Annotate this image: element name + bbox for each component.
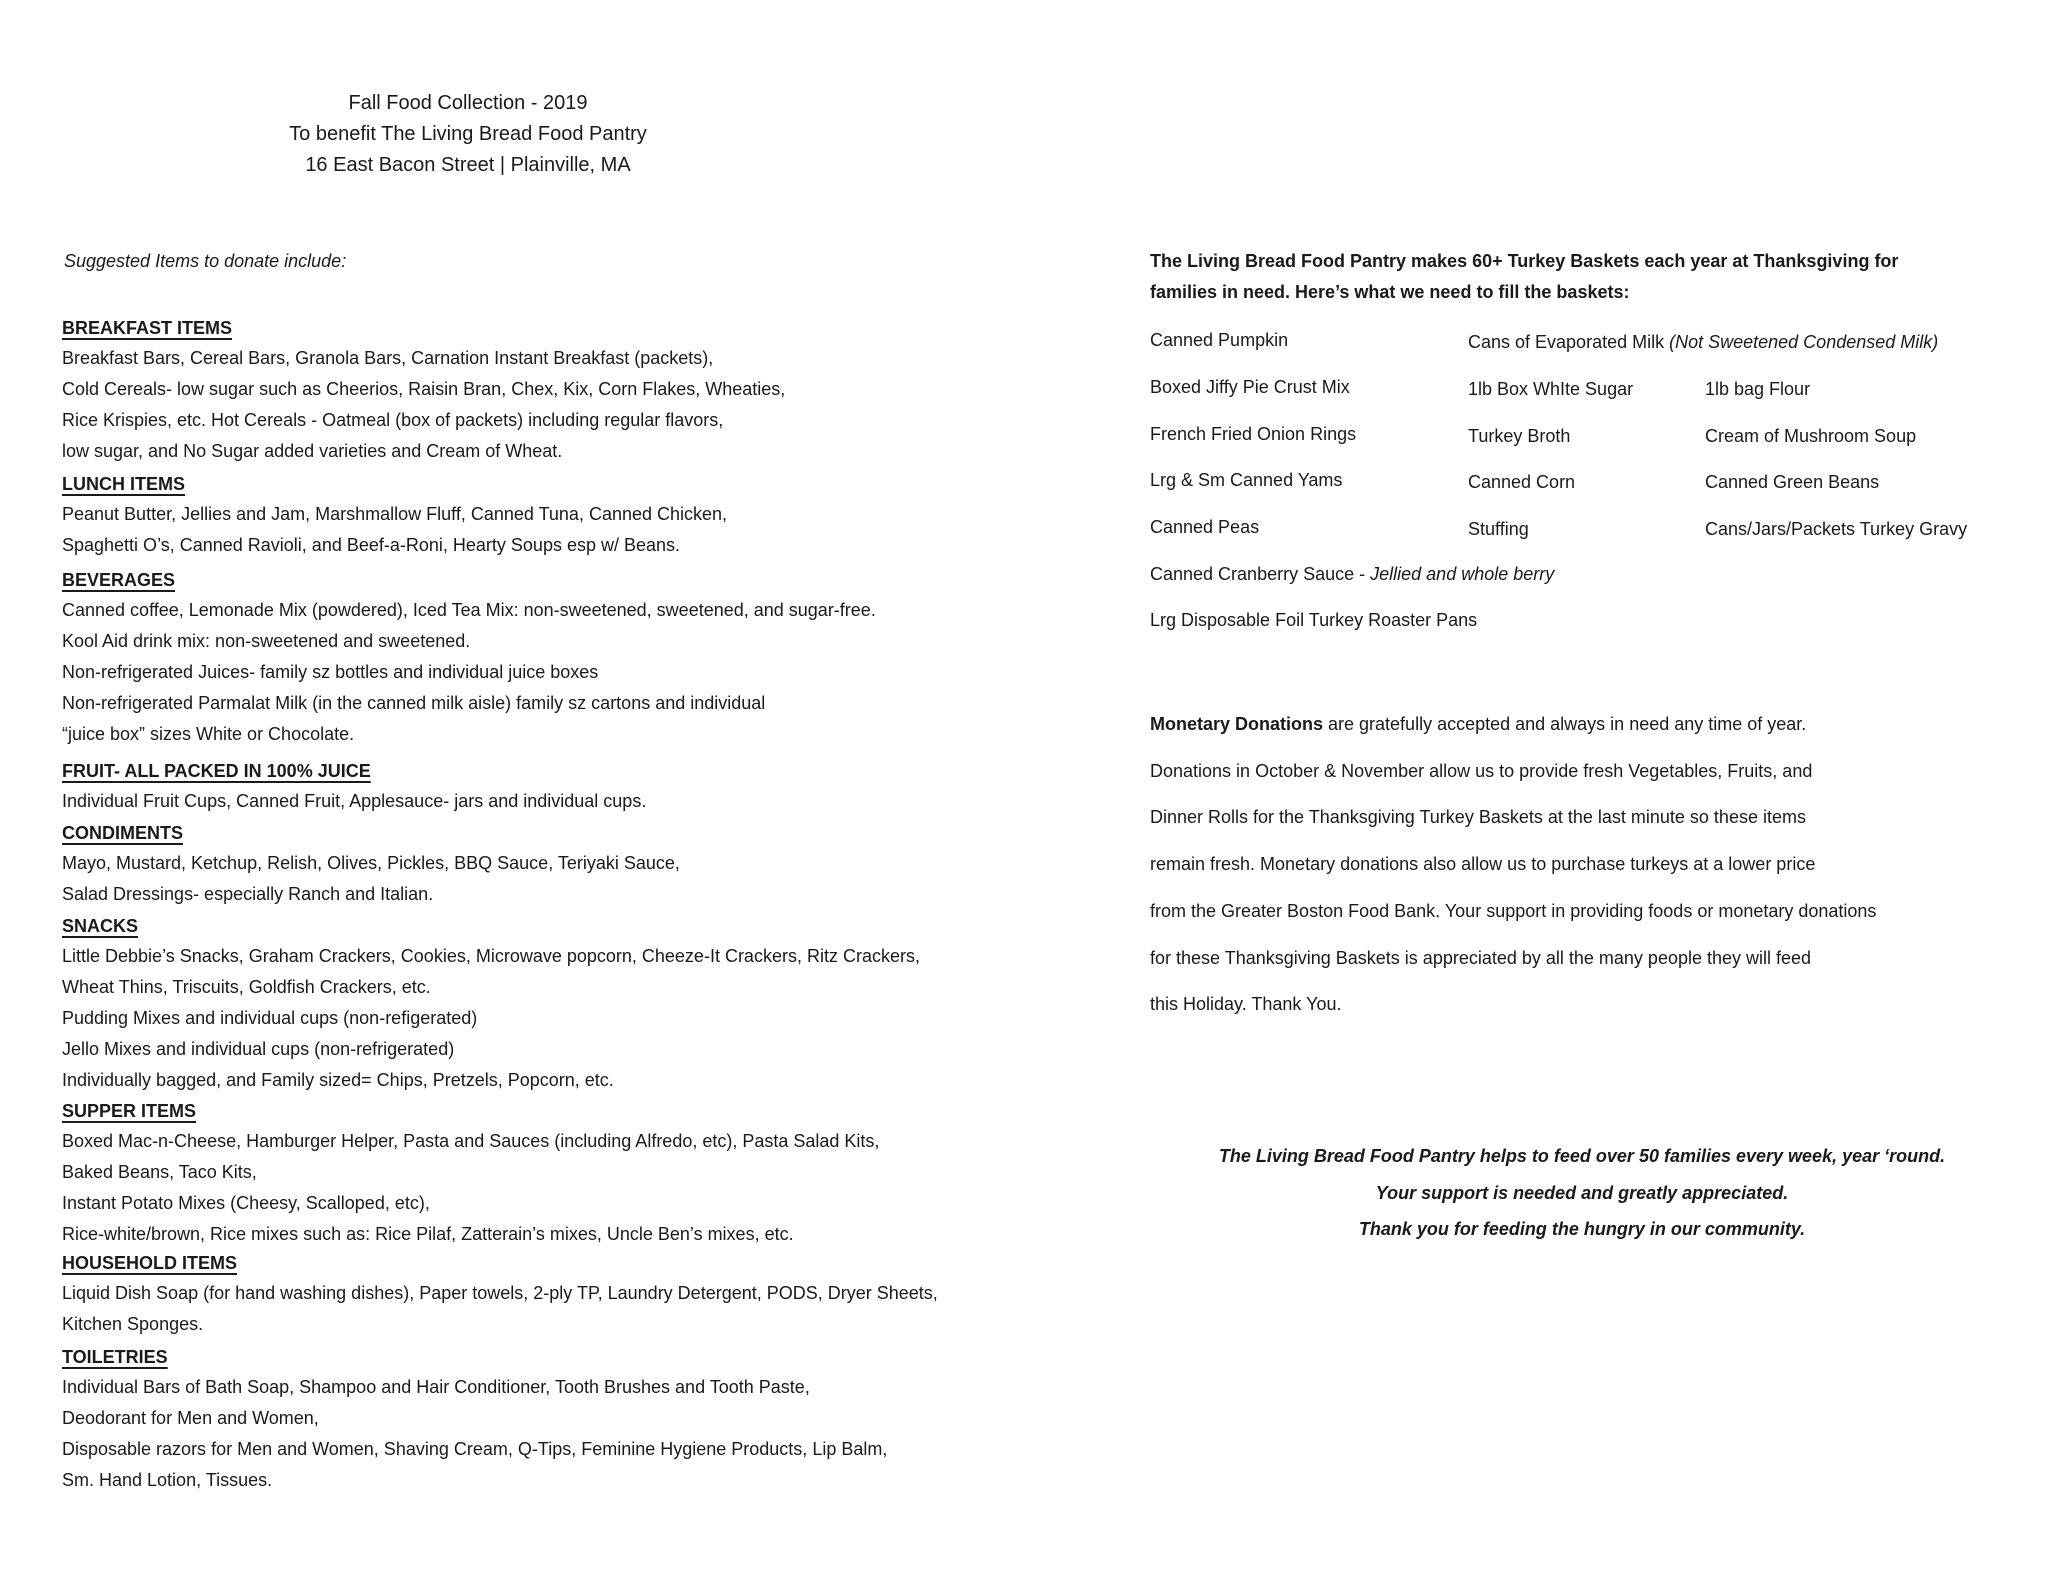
closing-line: Thank you for feeding the hungry in our community. (1358, 1219, 1806, 1239)
section-title: LUNCH ITEMS (62, 474, 185, 494)
section-line: Wheat Thins, Triscuits, Goldfish Crackers, etc. (62, 977, 431, 997)
header-title: Fall Food Collection - 2019 (348, 92, 588, 114)
basket-item: Canned Green Beans (1705, 472, 1880, 492)
section-line: Individual Fruit Cups, Canned Fruit, Applesauce- jars and individual cups. (62, 791, 647, 811)
basket-item: Lrg & Sm Canned Yams (1150, 470, 1343, 490)
monetary-line: this Holiday. Thank You. (1150, 994, 1342, 1015)
suggested-items-intro: Suggested Items to donate include: (64, 251, 347, 271)
section-line: Individually bagged, and Family sized= Chips, Pretzels, Popcorn, etc. (62, 1070, 614, 1090)
section-line: “juice box” sizes White or Chocolate. (62, 724, 355, 744)
section-line: low sugar, and No Sugar added varieties and Cream of Wheat. (62, 441, 563, 461)
section-title: SUPPER ITEMS (62, 1101, 197, 1121)
section-title: CONDIMENTS (62, 823, 183, 843)
basket-intro (1150, 246, 2000, 308)
section-line: Kool Aid drink mix: non-sweetened and sweetened. (62, 631, 471, 651)
basket-item: Cream of Mushroom Soup (1705, 426, 1917, 446)
section-snacks (62, 912, 920, 1096)
section-line: Non-refrigerated Juices- family sz bottles and individual juice boxes (62, 662, 599, 682)
basket-intro-line: The Living Bread Food Pantry makes 60+ Turkey Baskets each year at Thanksgiving for (1150, 251, 1899, 271)
section-condiments (62, 819, 680, 910)
monetary-line: Donations in October & November allow us to provide fresh Vegetables, Fruits, and (1150, 760, 1813, 781)
section-line: Spaghetti O’s, Canned Ravioli, and Beef-a-Roni, Hearty Soups esp w/ Beans. (62, 535, 681, 555)
section-line: Disposable razors for Men and Women, Shaving Cream, Q-Tips, Feminine Hygiene Products, Lip Balm, (62, 1439, 888, 1459)
section-line: Individual Bars of Bath Soap, Shampoo and Hair Conditioner, Tooth Brushes and Tooth Paste, (62, 1377, 810, 1397)
document-header (258, 88, 678, 181)
section-line: Mayo, Mustard, Ketchup, Relish, Olives, Pickles, BBQ Sauce, Teriyaki Sauce, (62, 853, 680, 873)
basket-item: Canned Peas (1150, 517, 1260, 537)
section-line: Liquid Dish Soap (for hand washing dishes), Paper towels, 2-ply TP, Laundry Detergent, PODS, Dryer Sheets, (62, 1283, 938, 1303)
section-breakfast (62, 314, 785, 467)
basket-item: French Fried Onion Rings (1150, 424, 1357, 444)
basket-item: Turkey Broth (1468, 426, 1571, 446)
section-title: TOILETRIES (62, 1347, 168, 1367)
section-title: HOUSEHOLD ITEMS (62, 1253, 238, 1273)
basket-item: Stuffing (1468, 519, 1529, 539)
section-line: Non-refrigerated Parmalat Milk (in the canned milk aisle) family sz cartons and individual (62, 693, 766, 713)
section-line: Deodorant for Men and Women, (62, 1408, 319, 1428)
monetary-donations-paragraph (1150, 701, 2020, 1028)
section-title: BEVERAGES (62, 570, 176, 590)
section-beverages (62, 566, 876, 750)
section-line: Sm. Hand Lotion, Tissues. (62, 1470, 273, 1490)
closing-message (1150, 1138, 2014, 1248)
section-toiletries (62, 1343, 887, 1496)
section-supper (62, 1097, 879, 1250)
section-line: Salad Dressings- especially Ranch and Italian. (62, 884, 434, 904)
header-address: 16 East Bacon Street | Plainville, MA (305, 154, 631, 176)
section-line: Baked Beans, Taco Kits, (62, 1162, 257, 1182)
monetary-line: from the Greater Boston Food Bank. Your support in providing foods or monetary donations (1150, 900, 1877, 921)
basket-item: 1lb Box WhIte Sugar (1468, 379, 1634, 399)
section-line: Boxed Mac-n-Cheese, Hamburger Helper, Pasta and Sauces (including Alfredo, etc), Pasta Salad Kits, (62, 1131, 880, 1151)
section-line: Kitchen Sponges. (62, 1314, 204, 1334)
monetary-line: Dinner Rolls for the Thanksgiving Turkey Baskets at the last minute so these items (1150, 807, 1806, 828)
basket-item: Cans/Jars/Packets Turkey Gravy (1705, 519, 1968, 539)
section-line: Breakfast Bars, Cereal Bars, Granola Bars, Carnation Instant Breakfast (packets), (62, 348, 714, 368)
section-line: Pudding Mixes and individual cups (non-refigerated) (62, 1008, 478, 1028)
closing-line: Your support is needed and greatly appreciated. (1375, 1182, 1789, 1203)
header-subtitle: To benefit The Living Bread Food Pantry (289, 123, 647, 145)
closing-line: The Living Bread Food Pantry helps to feed over 50 families every week, year ‘round. (1218, 1146, 1946, 1166)
section-line: Peanut Butter, Jellies and Jam, Marshmallow Fluff, Canned Tuna, Canned Chicken, (62, 504, 728, 524)
section-fruit (62, 757, 646, 817)
basket-item: Canned Pumpkin (1150, 330, 1289, 350)
section-title: BREAKFAST ITEMS (62, 318, 233, 338)
monetary-line: for these Thanksgiving Baskets is appreciated by all the many people they will feed (1150, 947, 1812, 968)
section-line: Canned coffee, Lemonade Mix (powdered), Iced Tea Mix: non-sweetened, sweetened, and sugar-free. (62, 600, 876, 620)
section-title: FRUIT- ALL PACKED IN 100% JUICE (62, 761, 371, 781)
section-line: Little Debbie’s Snacks, Graham Crackers, Cookies, Microwave popcorn, Cheeze-It Crackers, Ritz Crackers, (62, 946, 920, 966)
section-line: Cold Cereals- low sugar such as Cheerios, Raisin Bran, Chex, Kix, Corn Flakes, Wheaties, (62, 379, 786, 399)
section-household (62, 1249, 938, 1340)
section-lunch (62, 470, 727, 561)
section-title: SNACKS (62, 916, 139, 936)
basket-item-note: (Not Sweetened Condensed Milk) (1669, 332, 1939, 352)
basket-item: Boxed Jiffy Pie Crust Mix (1150, 377, 1350, 397)
monetary-line: Monetary Donations are gratefully accepted and always in need any time of year. (1150, 714, 1807, 734)
basket-intro-line: families in need. Here’s what we need to fill the baskets: (1150, 282, 1630, 302)
monetary-lead: Monetary Donations (1150, 714, 1324, 734)
basket-item-note: Jellied and whole berry (1370, 564, 1555, 584)
section-line: Rice Krispies, etc. Hot Cereals - Oatmeal (box of packets) including regular flavors, (62, 410, 724, 430)
basket-item: Lrg Disposable Foil Turkey Roaster Pans (1150, 610, 1478, 630)
section-line: Rice-white/brown, Rice mixes such as: Rice Pilaf, Zatterain’s mixes, Uncle Ben’s mixes, etc. (62, 1224, 794, 1244)
section-line: Jello Mixes and individual cups (non-refrigerated) (62, 1039, 455, 1059)
basket-item: Canned Cranberry Sauce - Jellied and whole berry (1150, 564, 1555, 584)
basket-item: Cans of Evaporated Milk (Not Sweetened Condensed Milk) (1468, 332, 1939, 352)
monetary-line: remain fresh. Monetary donations also allow us to purchase turkeys at a lower price (1150, 854, 1816, 875)
basket-item: 1lb bag Flour (1705, 379, 1811, 399)
basket-item: Canned Corn (1468, 472, 1576, 492)
section-line: Instant Potato Mixes (Cheesy, Scalloped, etc), (62, 1193, 430, 1213)
